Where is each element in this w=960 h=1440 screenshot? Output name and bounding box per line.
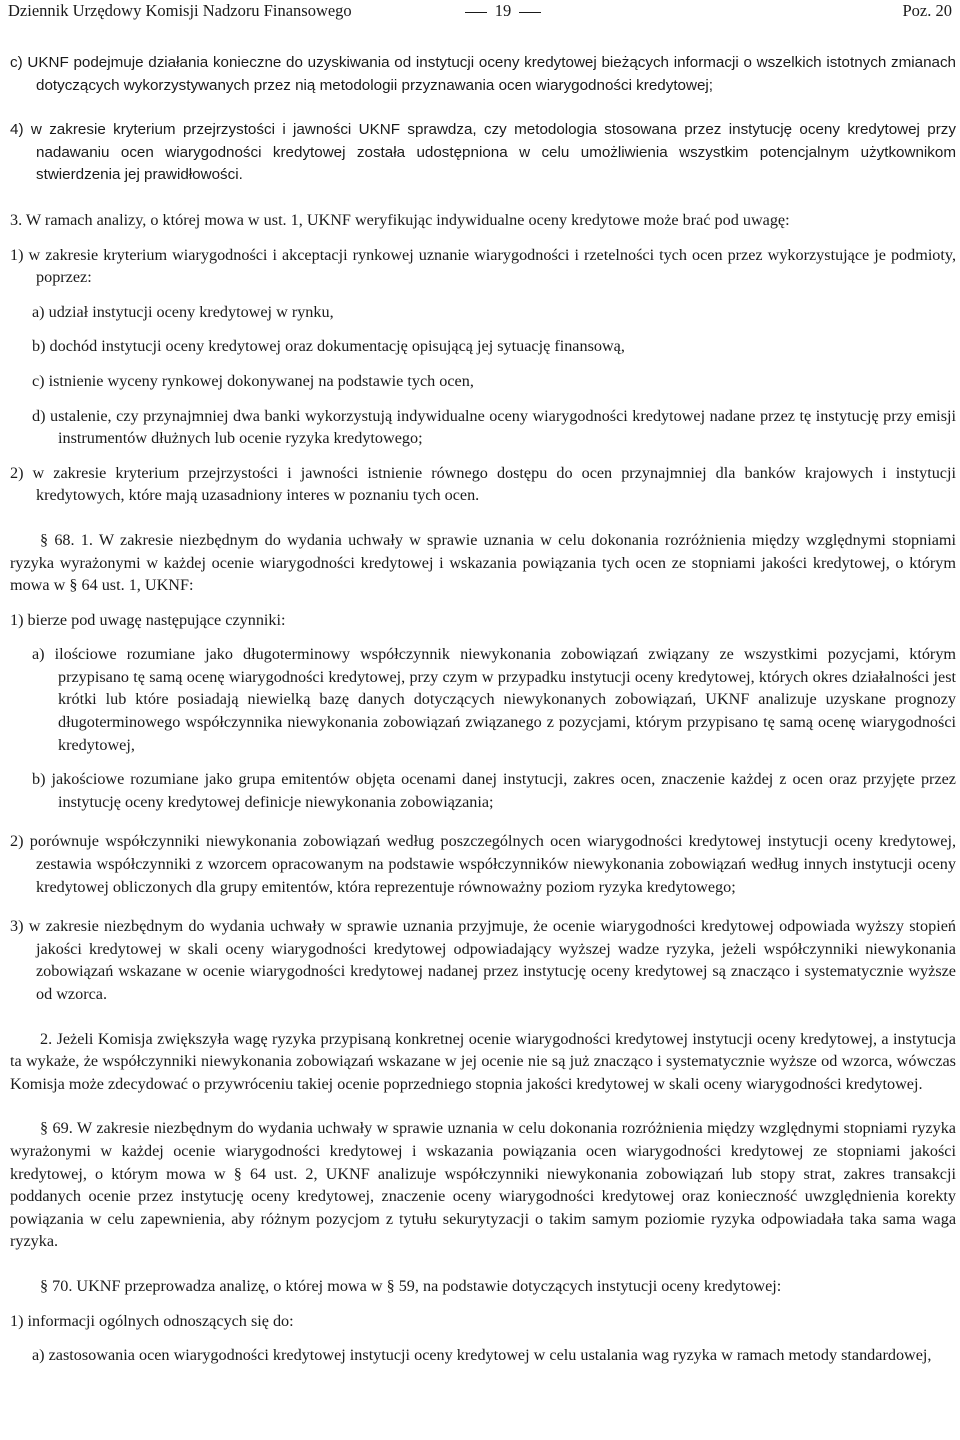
paragraph-ust-3-point-1-b: b) dochód instytucji oceny kredytowej oraz dokumentację opisującą jej sytuację finansową,: [32, 337, 625, 356]
paragraph-ust-3-point-1-d: d) ustalenie, czy przynajmniej dwa banki wykorzystują indywidualne oceny wiarygodności kredytowej nadane przez tę instytucję przy emisji instrumentów dłużnych lub ocenie ryzyka kredytowego;: [32, 406, 956, 448]
paragraph-section-68-point-1-b: b) jakościowe rozumiane jako grupa emitentów objęta ocenami danej instytucji, zakres ocen, znaczenie każdej z ocen oraz przyjęte przez instytucję oceny kredytowej definicje niewykonania zobowiązania;: [32, 770, 956, 811]
paragraph-ust-3-point-1: 1) w zakresie kryterium wiarygodności i akceptacji rynkowej uznanie wiarygodności i rzetelności tych ocen przez wykorzystujące je podmioty, poprzez:: [10, 245, 956, 287]
dash-left: [465, 12, 487, 13]
paragraph-ust-3-point-1-a: a) udział instytucji oceny kredytowej w rynku,: [32, 302, 334, 321]
page-header: [8, 0, 952, 24]
paragraph-ust-3: 3. W ramach analizy, o której mowa w ust. 1, UKNF weryfikując indywidualne oceny kredytowe może brać pod uwagę:: [10, 210, 790, 229]
page-number-value: 19: [494, 1, 512, 20]
paragraph-ust-3-point-2: 2) w zakresie kryterium przejrzystości i jawności istnienie równego dostępu do ocen przynajmniej dla banków krajowych i instytucji kredytowych, które mają uzasadniony interes w poznaniu tych ocen.: [10, 463, 956, 505]
paragraph-section-70-point-1: 1) informacji ogólnych odnoszących się do:: [10, 1311, 294, 1330]
paragraph-section-68-ust-2: 2. Jeżeli Komisja zwiększyła wagę ryzyka przypisaną konkretnej ocenie wiarygodności kredytowej instytucji oceny kredytowej, a instytucja ta wykaże, że współczynniki niewykonania zobowiązań wskazane w jej ocenie nie są już znacząco i systematycznie wyższe od wzorca, wówczas Komisja może zdecydować o przywróceniu takiej ocenie poprzedniego stopnia jakości kredytowej w skali oceny wiarygodności kredytowej.: [10, 1029, 956, 1093]
paragraph-ust-3-point-1-c: c) istnienie wyceny rynkowej dokonywanej na podstawie tych ocen,: [32, 371, 474, 390]
page-number: [448, 0, 558, 22]
paragraph-section-68: § 68. 1. W zakresie niezbędnym do wydania uchwały w sprawie uznania w celu dokonania rozróżnienia między względnymi stopniami ryzyka wyrażonymi w każdej ocenie wiarygodności kredytowej i wskazania powiązania tych ocen ze stopniami jakości kredytowej, o którym mowa w § 64 ust. 1, UKNF:: [10, 530, 956, 595]
paragraph-section-70-point-1-a: a) zastosowania ocen wiarygodności kredytowej instytucji oceny kredytowej w celu ustalania wag ryzyka w ramach metody standardowej,: [32, 1346, 932, 1365]
paragraph-section-68-point-1: 1) bierze pod uwagę następujące czynniki:: [10, 610, 286, 629]
paragraph-section-68-point-1-a: a) ilościowe rozumiane jako długoterminowy współczynnik niewykonania zobowiązań związany ze wszystkimi pozycjami, którym przypisano tę samą ocenę wiarygodności kredytowej, przy czym w przypadku instytucji oceny kredytowej, których okres działalności jest krótki lub które posiadają niewielką bazę danych dotyczących niewykonanych zobowiązań, UKNF analizuje uzyskane prognozy długoterminowego współczynnika niewykonania zobowiązań związanego z pozycjami, którym przypisano tę samą ocenę wiarygodności kredytowej,: [32, 645, 956, 754]
position-number: Poz. 20: [902, 1, 952, 20]
paragraph-point-c: c) UKNF podejmuje działania konieczne do uzyskiwania od instytucji oceny kredytowej bieżących informacji o wszelkich istotnych zmianach dotyczących wykorzystywanych przez nią metodologii przyznawania ocen wiarygodności kredytowej;: [10, 54, 956, 94]
paragraph-point-4: 4) w zakresie kryterium przejrzystości i jawności UKNF sprawdza, czy metodologia stosowana przez instytucję oceny kredytowej przy nadawaniu ocen wiarygodności kredytowej została udostępniona w celu umożliwienia wszystkim potencjalnym użytkownikom stwierdzenia jej prawidłowości.: [10, 121, 956, 184]
paragraph-section-68-point-2: 2) porównuje współczynniki niewykonania zobowiązań według poszczególnych ocen wiarygodności kredytowej instytucji oceny kredytowej, zestawia współczynniki z wzorcem opracowanym na podstawie współczynników niewykonania zobowiązań według innych instytucji oceny kredytowej obliczonych dla grupy emitentów, która reprezentuje równoważny poziom ryzyka kredytowego;: [10, 832, 956, 896]
paragraph-section-69: § 69. W zakresie niezbędnym do wydania uchwały w sprawie uznania w celu dokonania rozróżnienia między względnymi stopniami ryzyka wyrażonymi w każdej ocenie wiarygodności kredytowej i wskazania powiązania ocen wiarygodności kredytowej ze stopniami jakości kredytowej, o którym mowa w § 64 ust. 2, UKNF analizuje współczynniki niewykonania zobowiązań lub stopy strat, zakres transakcji poddanych ocenie przez instytucję oceny kredytowej, znaczenie oceny wiarygodności kredytowej oraz konieczność uwzględnienia korekty powiązania w celu zapewnienia, aby różnym pozycjom z tytułu sekurytyzacji o takim samym poziomie ryzyka odpowiadała taka sama waga ryzyka.: [10, 1119, 956, 1251]
document-body: [10, 52, 956, 1367]
paragraph-section-70: § 70. UKNF przeprowadza analizę, o której mowa w § 59, na podstawie dotyczących instytucji oceny kredytowej:: [40, 1276, 782, 1295]
journal-title: Dziennik Urzędowy Komisji Nadzoru Finansowego: [8, 1, 352, 20]
dash-right: [519, 12, 541, 13]
paragraph-section-68-point-3: 3) w zakresie niezbędnym do wydania uchwały w sprawie uznania przyjmuje, że ocenie wiarygodności kredytowej odpowiada wyższy stopień jakości kredytowej w skali oceny wiarygodności kredytowej odpowiadający wyższej wadze ryzyka, jeżeli współczynniki niewykonania zobowiązań wskazane w ocenie wiarygodności kredytowej nadanej przez instytucję oceny kredytowej są znacząco i systematycznie wyższe od wzorca.: [10, 917, 956, 1003]
